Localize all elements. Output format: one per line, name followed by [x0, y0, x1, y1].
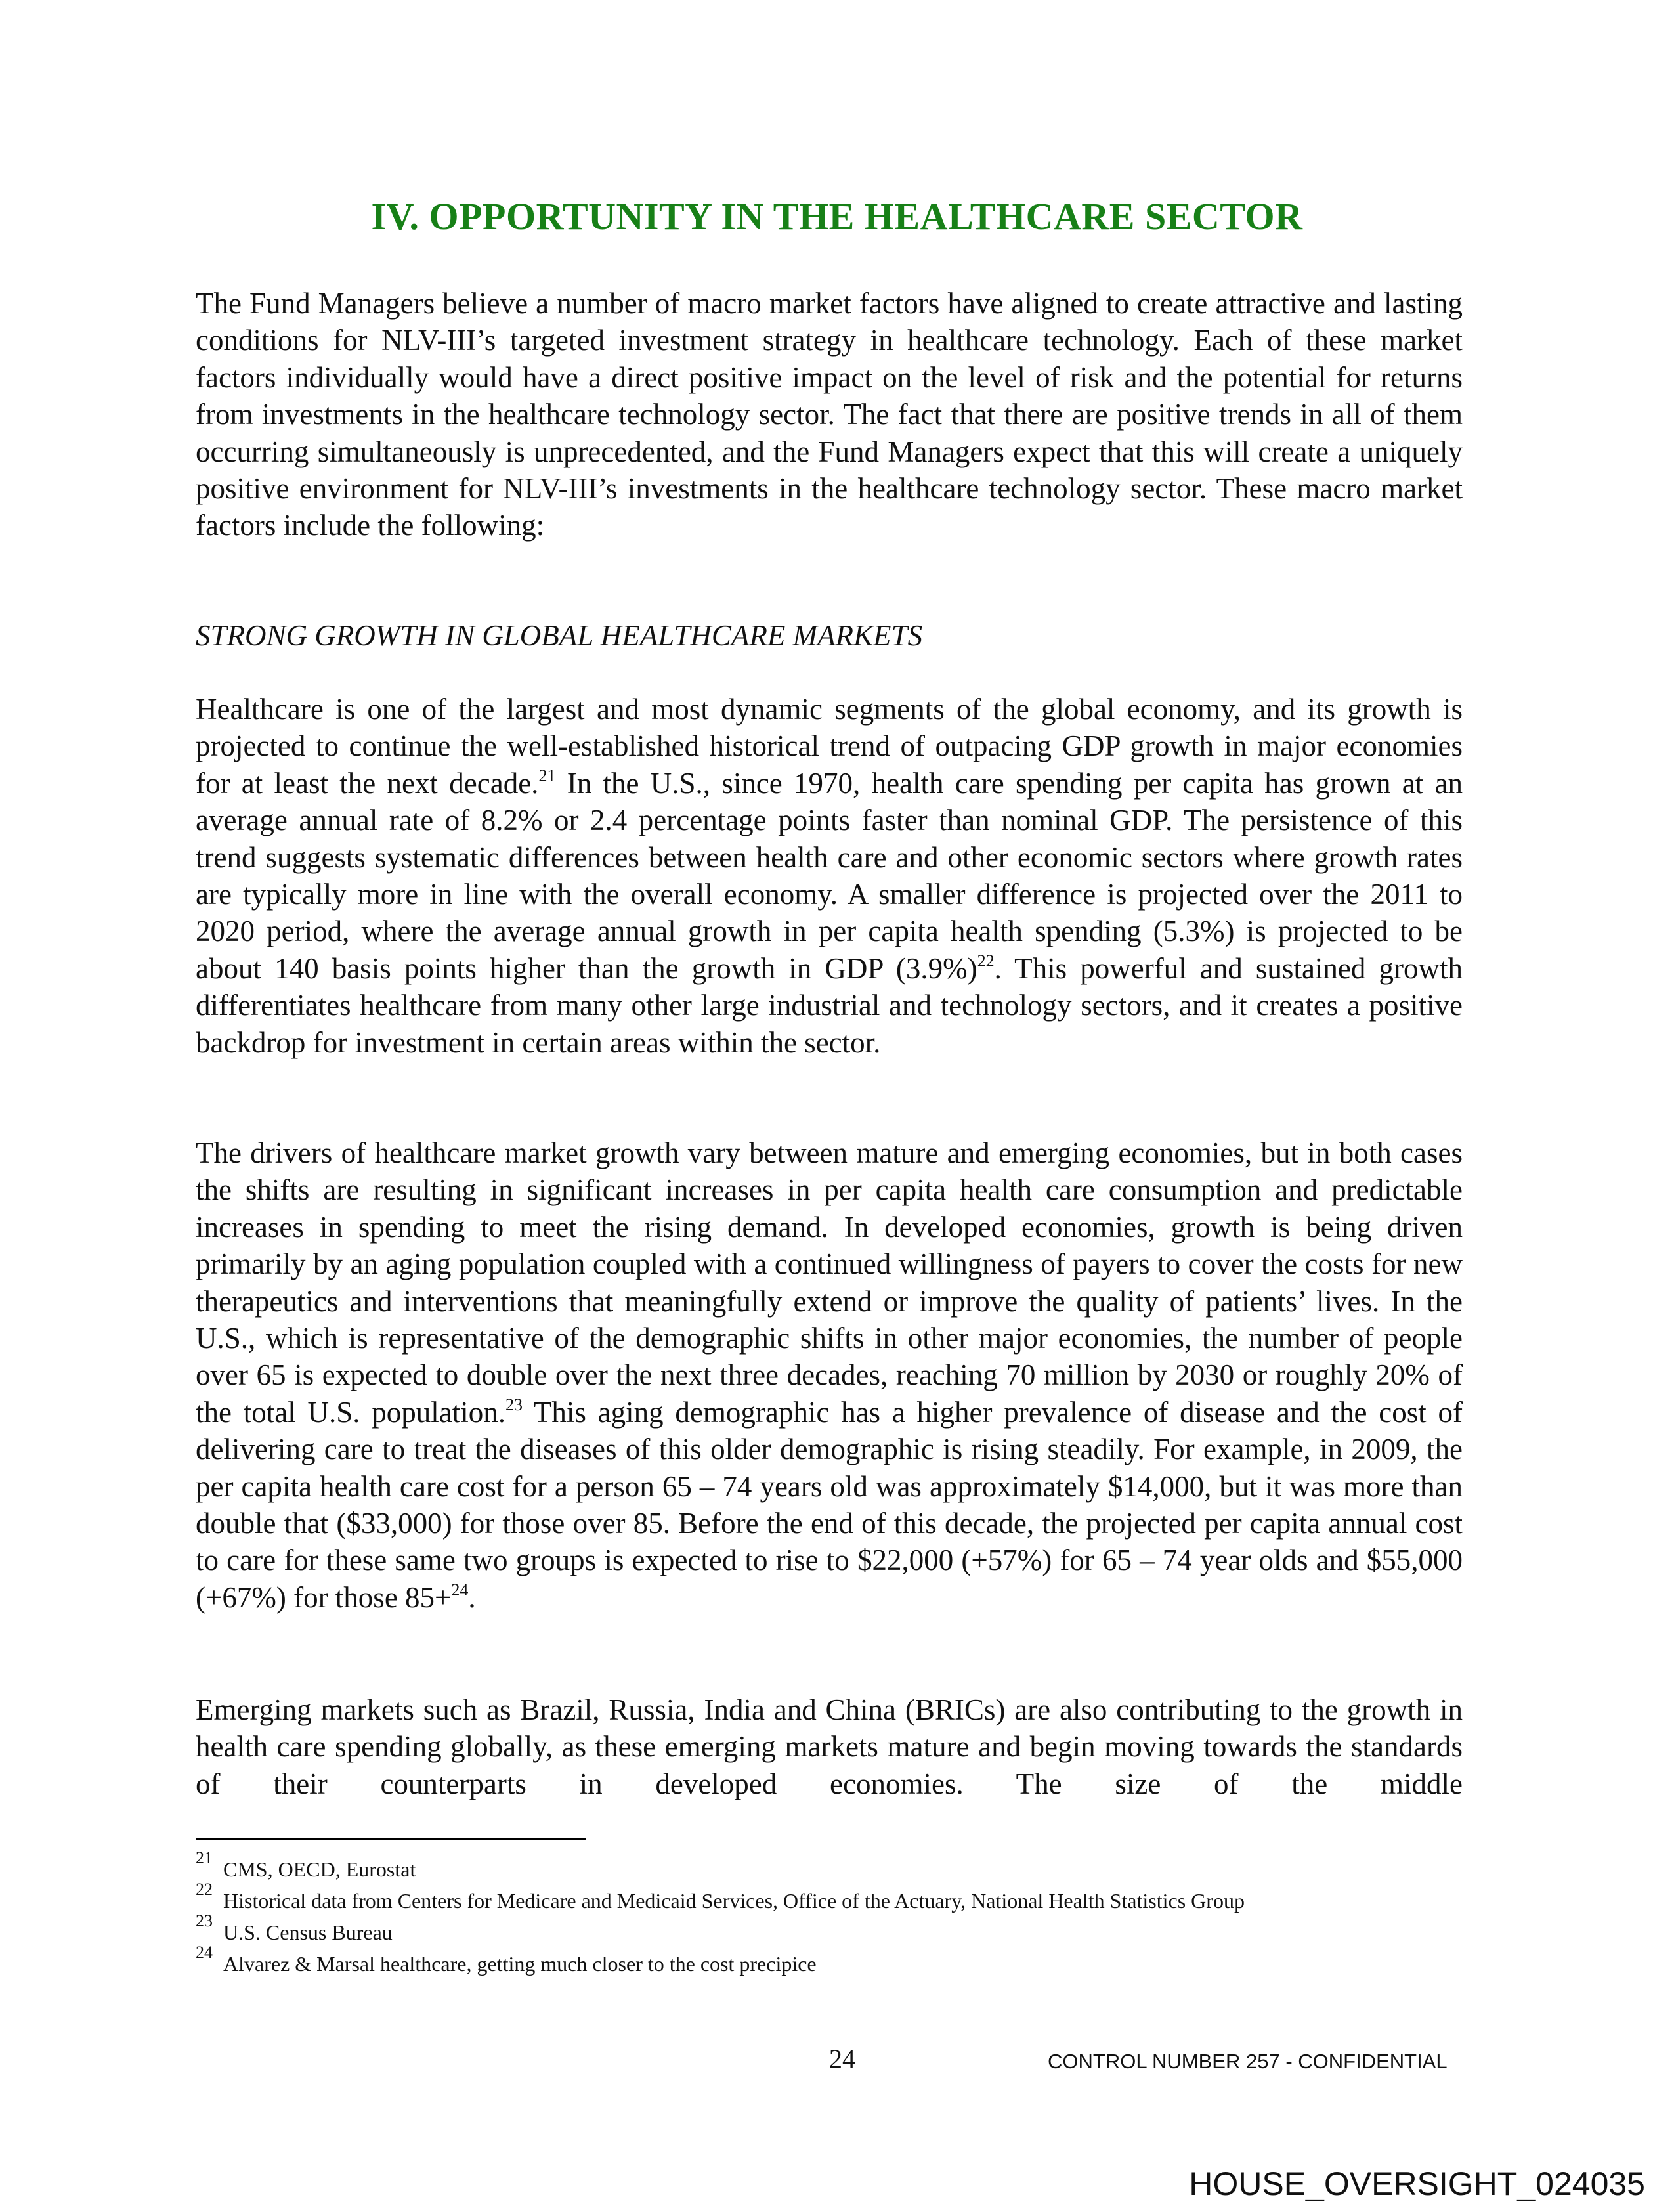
footnote-21 — [196, 1848, 1509, 1880]
footnote-ref-24[interactable]: 24 — [451, 1580, 469, 1599]
section-title: IV. OPPORTUNITY IN THE HEALTHCARE SECTOR — [371, 195, 1303, 238]
paragraph-drivers — [196, 1135, 1463, 1616]
footnote-ref-22[interactable]: 22 — [977, 951, 995, 970]
paragraph-growth — [196, 691, 1463, 1061]
footnote-23 — [196, 1911, 1509, 1943]
footnote-22 — [196, 1880, 1509, 1911]
control-number-label: CONTROL NUMBER 257 - CONFIDENTIAL — [1048, 2050, 1448, 2073]
footnote-ref-23[interactable]: 23 — [505, 1395, 523, 1414]
paragraph-emerging-markets — [196, 1691, 1463, 1802]
footnote-number: 24 — [196, 1943, 213, 1962]
paragraph-text: In the U.S., since 1970, health care spending per capita has grown at an average annual rate of 8.2% or 2.4 percentage points faster than nominal GDP. The persistence of this trend suggests systematic differences between health care and other economic sectors where growth rates are typically more in line with the overall economy. A smaller difference is projected over the 2011 to 2020 period, where the average annual growth in per capita health spending (5.3%) is projected to be about 140 basis points higher than the growth in GDP (3.9%) — [196, 766, 1463, 985]
page-number: 24 — [829, 2044, 855, 2073]
paragraph-text: Healthcare is one of the largest and most dynamic segments of the global economy, and its growth is projected to continue the well-established historical trend of outpacing GDP growth in major economies for at least the next decade. — [196, 693, 1463, 800]
intro-paragraph: The Fund Managers believe a number of macro market factors have aligned to create attractive and lasting conditions for NLV-III’s targeted investment strategy in healthcare technology. Each of these market factors individually would have a direct positive impact on the level of risk and the potential for returns from investments in the healthcare technology sector. The fact that there are positive trends in all of them occurring simultaneously is unprecedented, and the Fund Managers expect that this will create a uniquely positive environment for NLV-III’s investments in the healthcare technology sector. These macro market factors include the following: — [196, 287, 1463, 542]
footnote-text: Historical data from Centers for Medicare and Medicaid Services, Office of the Actuary, National Health Statistics Group — [223, 1889, 1245, 1913]
footnote-ref-21[interactable]: 21 — [538, 766, 556, 785]
footnote-text: CMS, OECD, Eurostat — [223, 1857, 416, 1881]
paragraph-text: The drivers of healthcare market growth vary between mature and emerging economies, but in both cases the shifts are resulting in significant increases in per capita health care consumption and predictable increases in spending to meet the rising demand. In developed economies, growth is being driven primarily by an aging population coupled with a continued willingness of payers to cover the costs for new therapeutics and interventions that meaningfully extend or improve the quality of patients’ lives. In the U.S., which is representative of the demographic shifts in other major economies, the number of people over 65 is expected to double over the next three decades, reaching 70 million by 2030 or roughly 20% of the total U.S. population. — [196, 1137, 1463, 1429]
footnote-24 — [196, 1943, 1509, 1974]
footnote-text: U.S. Census Bureau — [223, 1920, 393, 1944]
paragraph-text: . This powerful and sustained growth differentiates healthcare from many other large industrial and technology sectors, and it creates a positive backdrop for investment in certain areas within the sector. — [196, 951, 1463, 1059]
subsection-heading: STRONG GROWTH IN GLOBAL HEALTHCARE MARKETS — [196, 619, 923, 652]
footnote-number: 22 — [196, 1880, 213, 1899]
paragraph-text: This aging demographic has a higher prevalence of disease and the cost of delivering care to treat the diseases of this older demographic is rising steadily. For example, in 2009, the per capita health care cost for a person 65 – 74 years old was approximately $14,000, but it was more than double that ($33,000) for those over 85. Before the end of this decade, the projected per capita annual cost to care for these same two groups is expected to rise to $22,000 (+57%) for 65 – 74 year olds and $55,000 (+67%) for those 85+ — [196, 1395, 1463, 1614]
bates-number: HOUSE_OVERSIGHT_024035 — [1189, 2165, 1645, 2202]
paragraph-text: Emerging markets such as Brazil, Russia, India and China (BRICs) are also contributing to the growth in health care spending globally, as these emerging markets mature and begin moving towards the standards of their counterparts in developed economies. The size of the middle — [196, 1693, 1463, 1800]
footnote-text: Alvarez & Marsal healthcare, getting much closer to the cost precipice — [223, 1952, 817, 1976]
body-text — [196, 285, 1463, 544]
footnote-number: 21 — [196, 1848, 213, 1867]
footnote-separator — [196, 1838, 586, 1840]
footnotes — [196, 1848, 1509, 1974]
footnote-number: 23 — [196, 1911, 213, 1930]
paragraph-text: . — [468, 1580, 476, 1614]
